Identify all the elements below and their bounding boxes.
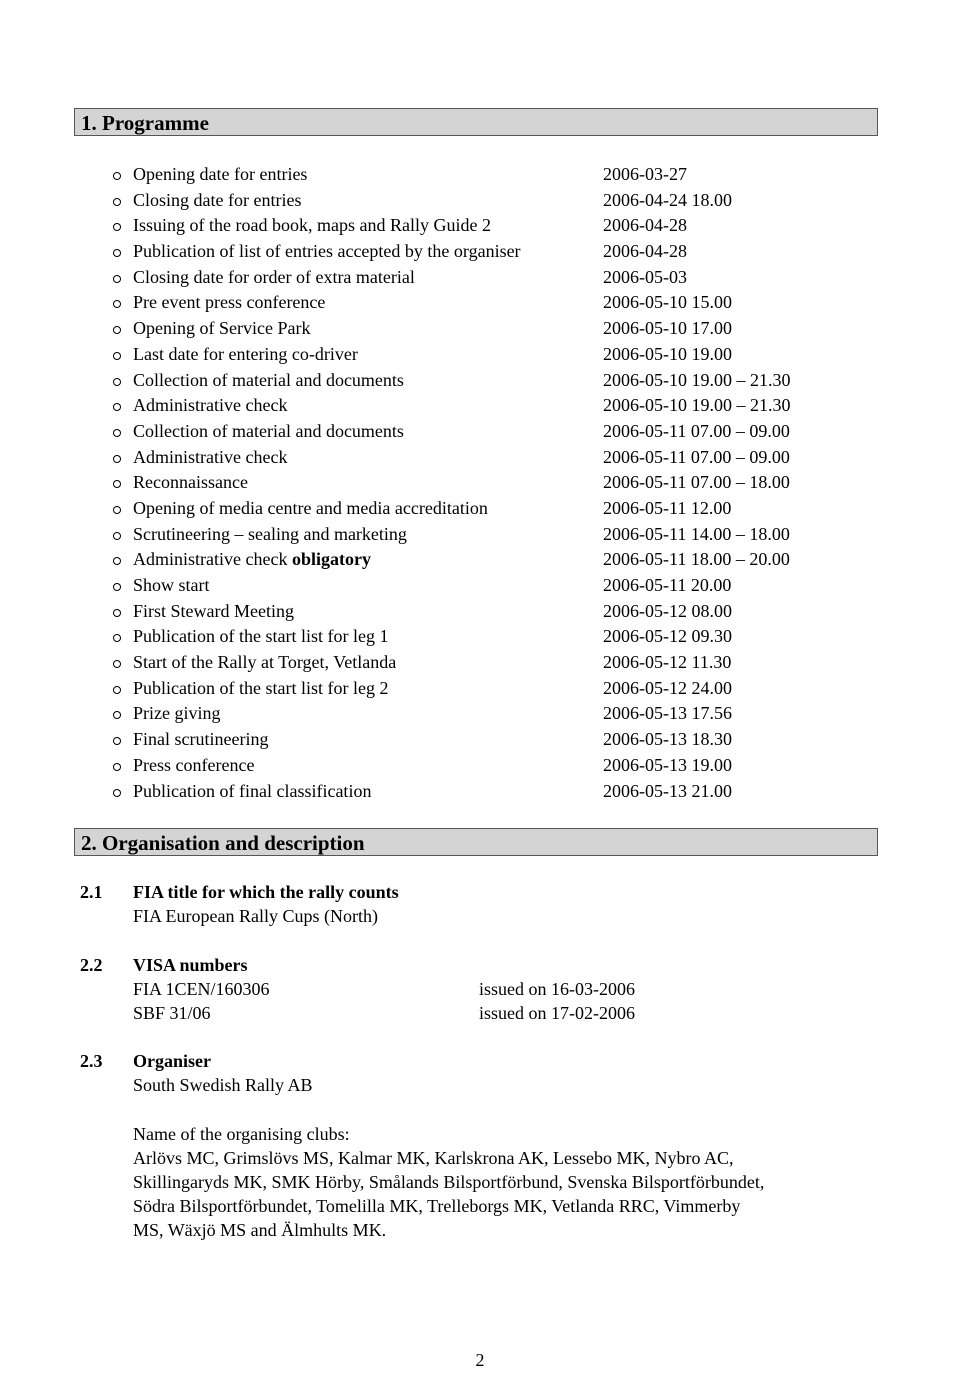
programme-item-label: Opening date for entries bbox=[133, 164, 308, 184]
bullet-icon bbox=[113, 223, 121, 231]
programme-item-date: 2006-05-10 19.00 – 21.30 bbox=[603, 395, 791, 416]
clubs-line: MS, Wäxjö MS and Älmhults MK. bbox=[133, 1220, 387, 1240]
programme-item-emphasis: obligatory bbox=[291, 549, 371, 570]
bullet-icon bbox=[113, 532, 121, 540]
programme-item-date: 2006-05-12 08.00 bbox=[603, 600, 732, 621]
programme-item bbox=[0, 342, 960, 368]
programme-item-label: Last date for entering co-driver bbox=[133, 343, 358, 364]
programme-item-date: 2006-05-13 18.30 bbox=[603, 729, 732, 750]
programme-item-label: Reconnaissance bbox=[133, 472, 248, 493]
clubs-line: Skillingaryds MK, SMK Hörby, Smålands Bilsportförbund, Svenska Bilsportförbundet, bbox=[133, 1172, 765, 1192]
programme-item-label: Final scrutineering bbox=[133, 729, 269, 750]
bullet-icon bbox=[113, 506, 121, 514]
programme-item bbox=[0, 162, 960, 188]
bullet-icon bbox=[113, 557, 121, 565]
programme-item-label: Collection of material and documents bbox=[133, 369, 404, 390]
bullet-icon bbox=[113, 660, 121, 668]
programme-item-label: Issuing of the road book, maps and Rally Guide 2 bbox=[133, 215, 491, 236]
programme-item bbox=[0, 445, 960, 471]
bullet-icon bbox=[113, 711, 121, 719]
programme-item-label: Publication of the start list for leg 2 bbox=[133, 677, 389, 698]
programme-item-date: 2006-05-11 20.00 bbox=[603, 575, 732, 595]
programme-item-label: Opening of Service Park bbox=[133, 318, 311, 339]
clubs-line: Arlövs MC, Grimslövs MS, Kalmar MK, Karlskrona AK, Lessebo MK, Nybro AC, bbox=[133, 1148, 734, 1168]
programme-item-label-wrap bbox=[133, 547, 371, 573]
bullet-icon bbox=[113, 352, 121, 360]
programme-item-date: 2006-04-28 bbox=[603, 241, 687, 262]
fia-title-text: FIA European Rally Cups (North) bbox=[133, 906, 378, 926]
programme-item-date: 2006-05-13 19.00 bbox=[603, 754, 732, 775]
programme-item-date: 2006-05-10 15.00 bbox=[603, 292, 732, 313]
subsection-title: VISA numbers bbox=[133, 955, 248, 975]
programme-item-label: First Steward Meeting bbox=[133, 600, 294, 621]
bullet-icon bbox=[113, 737, 121, 745]
programme-item bbox=[0, 188, 960, 214]
programme-item-date: 2006-04-28 bbox=[603, 215, 687, 236]
programme-item bbox=[0, 419, 960, 445]
programme-item-label: Collection of material and documents bbox=[133, 420, 404, 441]
programme-item bbox=[0, 701, 960, 727]
programme-item bbox=[0, 213, 960, 239]
programme-item-label: Scrutineering – sealing and marketing bbox=[133, 523, 407, 544]
programme-item-date: 2006-05-12 09.30 bbox=[603, 626, 732, 647]
programme-item-date: 2006-05-12 24.00 bbox=[603, 677, 732, 698]
programme-item bbox=[0, 573, 960, 599]
visa-issued-date: issued on 16-03-2006 bbox=[479, 979, 635, 999]
programme-item-label: Publication of list of entries accepted by the organiser bbox=[133, 241, 521, 262]
programme-item-date: 2006-03-27 bbox=[603, 164, 687, 184]
bullet-icon bbox=[113, 634, 121, 642]
programme-item bbox=[0, 368, 960, 394]
programme-item bbox=[0, 470, 960, 496]
programme-item-label: Show start bbox=[133, 575, 210, 595]
bullet-icon bbox=[113, 763, 121, 771]
programme-item-label: Administrative check bbox=[133, 549, 288, 570]
programme-item bbox=[0, 547, 960, 573]
programme-item bbox=[0, 727, 960, 753]
programme-item-date: 2006-05-13 21.00 bbox=[603, 780, 732, 801]
programme-item-date: 2006-05-13 17.56 bbox=[603, 703, 732, 724]
programme-item-label: Closing date for order of extra material bbox=[133, 266, 415, 287]
programme-item bbox=[0, 753, 960, 779]
programme-item-date: 2006-04-24 18.00 bbox=[603, 189, 732, 210]
programme-list bbox=[0, 162, 960, 804]
programme-item-date: 2006-05-11 18.00 – 20.00 bbox=[603, 549, 790, 570]
programme-item-date: 2006-05-12 11.30 bbox=[603, 652, 732, 673]
programme-item-date: 2006-05-11 07.00 – 09.00 bbox=[603, 446, 790, 467]
programme-item bbox=[0, 676, 960, 702]
programme-item-label: Publication of final classification bbox=[133, 780, 372, 801]
bullet-icon bbox=[113, 326, 121, 334]
programme-item-label: Pre event press conference bbox=[133, 292, 326, 313]
programme-item-date: 2006-05-11 12.00 bbox=[603, 497, 732, 518]
bullet-icon bbox=[113, 429, 121, 437]
programme-item-date: 2006-05-11 07.00 – 09.00 bbox=[603, 420, 790, 441]
bullet-icon bbox=[113, 789, 121, 797]
programme-item-label: Prize giving bbox=[133, 703, 221, 724]
programme-item bbox=[0, 624, 960, 650]
section-1-header: 1. Programme bbox=[74, 108, 878, 136]
programme-item-date: 2006-05-11 14.00 – 18.00 bbox=[603, 523, 790, 544]
programme-item bbox=[0, 650, 960, 676]
visa-issued-date: issued on 17-02-2006 bbox=[479, 1003, 635, 1023]
programme-item-date: 2006-05-11 07.00 – 18.00 bbox=[603, 472, 790, 493]
programme-item bbox=[0, 265, 960, 291]
programme-item bbox=[0, 522, 960, 548]
programme-item-date: 2006-05-10 17.00 bbox=[603, 318, 732, 339]
visa-number: FIA 1CEN/160306 bbox=[133, 979, 270, 999]
clubs-line: Södra Bilsportförbundet, Tomelilla MK, Trelleborgs MK, Vetlanda RRC, Vimmerby bbox=[133, 1196, 741, 1216]
programme-item-label: Administrative check bbox=[133, 395, 288, 416]
programme-item-date: 2006-05-10 19.00 bbox=[603, 343, 732, 364]
programme-item-label: Administrative check bbox=[133, 446, 288, 467]
programme-item bbox=[0, 496, 960, 522]
bullet-icon bbox=[113, 609, 121, 617]
clubs-label: Name of the organising clubs: bbox=[133, 1124, 350, 1144]
programme-item-date: 2006-05-10 19.00 – 21.30 bbox=[603, 369, 791, 390]
programme-item bbox=[0, 316, 960, 342]
subsection-number: 2.1 bbox=[80, 882, 103, 902]
bullet-icon bbox=[113, 455, 121, 463]
subsection-number: 2.3 bbox=[80, 1051, 103, 1071]
bullet-icon bbox=[113, 172, 121, 180]
section-2-header: 2. Organisation and description bbox=[74, 828, 878, 856]
bullet-icon bbox=[113, 583, 121, 591]
programme-item-label: Start of the Rally at Torget, Vetlanda bbox=[133, 652, 397, 673]
programme-item bbox=[0, 290, 960, 316]
bullet-icon bbox=[113, 198, 121, 206]
subsection-title: Organiser bbox=[133, 1051, 211, 1071]
bullet-icon bbox=[113, 300, 121, 308]
bullet-icon bbox=[113, 378, 121, 386]
programme-item bbox=[0, 779, 960, 805]
programme-item-label: Closing date for entries bbox=[133, 189, 302, 210]
page-number: 2 bbox=[475, 1350, 485, 1370]
programme-item-date: 2006-05-03 bbox=[603, 266, 687, 287]
subsection-title: FIA title for which the rally counts bbox=[133, 882, 399, 902]
programme-item-label: Opening of media centre and media accreditation bbox=[133, 497, 488, 518]
programme-item bbox=[0, 239, 960, 265]
programme-item-label: Press conference bbox=[133, 754, 255, 775]
bullet-icon bbox=[113, 403, 121, 411]
programme-item-label: Publication of the start list for leg 1 bbox=[133, 626, 389, 647]
bullet-icon bbox=[113, 249, 121, 257]
programme-item bbox=[0, 599, 960, 625]
bullet-icon bbox=[113, 480, 121, 488]
bullet-icon bbox=[113, 275, 121, 283]
bullet-icon bbox=[113, 686, 121, 694]
organiser-name: South Swedish Rally AB bbox=[133, 1075, 313, 1095]
visa-number: SBF 31/06 bbox=[133, 1003, 211, 1023]
programme-item bbox=[0, 393, 960, 419]
subsection-number: 2.2 bbox=[80, 955, 103, 975]
